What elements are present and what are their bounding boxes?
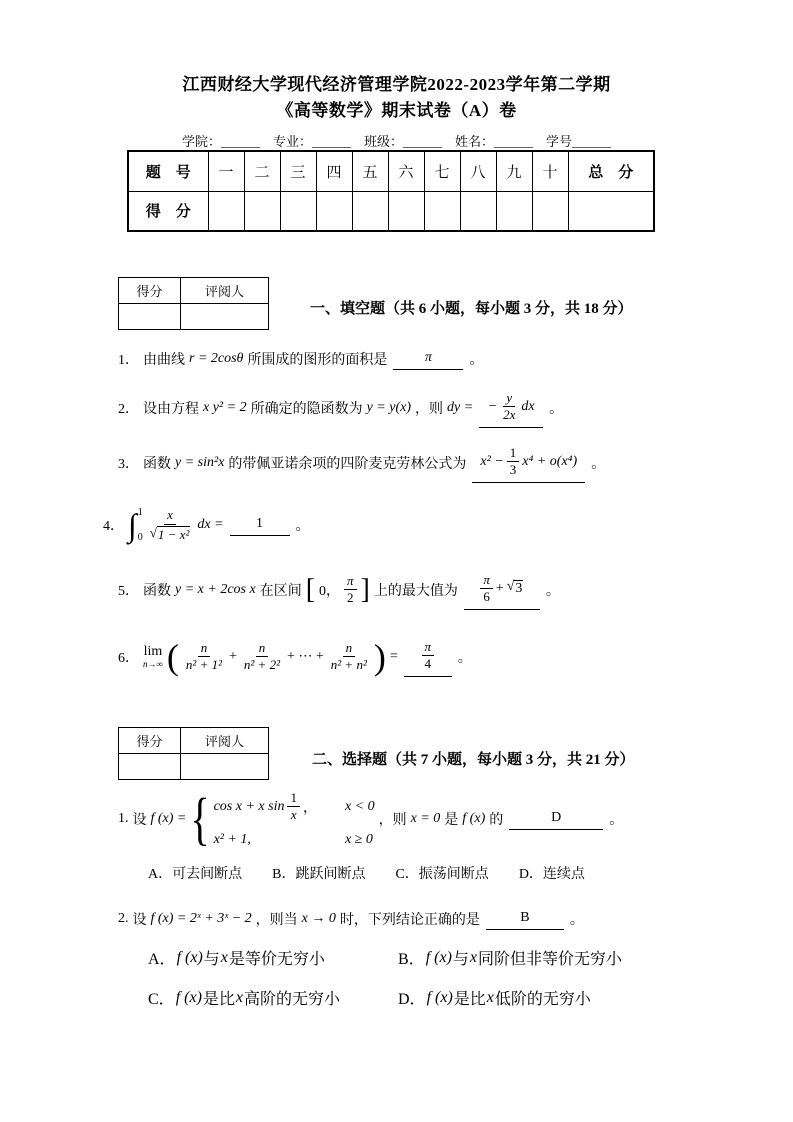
- option-a: [148, 946, 398, 969]
- sqrt-body: 1 − x²: [157, 526, 190, 542]
- option-math: x: [220, 948, 228, 966]
- answer-blank: [479, 388, 543, 428]
- choice-options-row: [148, 946, 648, 969]
- fraction-numerator: π: [480, 572, 493, 589]
- score-cell: [208, 191, 244, 231]
- fraction-numerator: 1: [287, 790, 300, 807]
- answer-dx: dx: [521, 398, 535, 414]
- left-paren-icon: (: [166, 636, 179, 677]
- fraction-numerator: 1: [507, 445, 520, 462]
- score-cell: [568, 191, 654, 231]
- option-math: x: [235, 988, 244, 1006]
- choice-options-row: [148, 863, 585, 883]
- fraction: [147, 507, 194, 543]
- question-fill-4: [103, 507, 310, 543]
- score-col-header: 五: [352, 151, 388, 191]
- option-label: B．: [398, 951, 425, 968]
- q-text: 在区间: [259, 583, 302, 599]
- q-number: 3．: [118, 456, 139, 472]
- fraction: [422, 639, 435, 673]
- option-label: C．: [148, 991, 175, 1008]
- fraction: [183, 640, 225, 674]
- q-number: 1．: [118, 353, 139, 368]
- answer-part: x² −: [480, 453, 504, 469]
- q-number: 4．: [103, 519, 124, 534]
- sqrt-icon: √: [149, 524, 157, 540]
- q-number: 1.: [118, 810, 129, 826]
- limit-lim: lim: [143, 644, 163, 660]
- answer-part: x⁴ + o(x⁴): [522, 453, 578, 469]
- case-condition: x ≥ 0: [344, 831, 373, 847]
- integral-icon: ∫: [128, 507, 137, 543]
- score-col-header: 九: [496, 151, 532, 191]
- fraction-numerator: n: [198, 640, 211, 657]
- fraction: [287, 790, 300, 824]
- q-end: 。: [469, 353, 484, 368]
- answer-value: 1: [256, 516, 264, 531]
- choice-options-row: [148, 986, 648, 1009]
- piecewise-cases: [214, 790, 375, 848]
- sqrt: [150, 526, 191, 543]
- q-text: 所围成的图形的面积是: [247, 353, 388, 368]
- score-cell: [316, 191, 352, 231]
- question-fill-3: [118, 443, 605, 483]
- question-fill-5: [118, 570, 560, 610]
- option-a: A．可去间断点: [148, 867, 243, 882]
- option-d: [398, 986, 648, 1009]
- option-b: B．跳跃间断点: [272, 867, 366, 882]
- limit: [143, 644, 163, 669]
- option-text: 与: [203, 951, 220, 968]
- option-math: f (x): [426, 988, 453, 1006]
- fraction: [241, 640, 283, 674]
- case-expression: x² + 1,: [213, 831, 251, 847]
- grader-score-cell: [119, 304, 181, 330]
- score-col-header: 六: [388, 151, 424, 191]
- option-c: C．振荡间断点: [395, 867, 489, 882]
- grader-reviewer-cell: [181, 304, 269, 330]
- q-end: 。: [591, 456, 606, 472]
- q-operator: + ⋯ +: [286, 649, 324, 665]
- option-math: x: [469, 948, 478, 966]
- q-formula: x y² = 2: [203, 399, 247, 415]
- option-label: D．: [398, 991, 426, 1008]
- grader-box-2: [118, 727, 269, 780]
- page-title: 江西财经大学现代经济管理学院2022-2023学年第二学期: [182, 75, 611, 94]
- integral: [128, 507, 143, 543]
- fraction: [344, 573, 357, 607]
- question-choice-1: [118, 785, 624, 851]
- sqrt: [507, 580, 524, 597]
- question-fill-2: [118, 388, 563, 428]
- option-text: 与: [452, 951, 469, 968]
- fraction-numerator: n: [256, 640, 269, 657]
- integral-upper: 1: [137, 507, 143, 518]
- q-formula: f (x) =: [150, 810, 187, 826]
- score-cell: [352, 191, 388, 231]
- q-text: 由曲线: [143, 353, 185, 368]
- option-text: 是等价无穷小: [228, 951, 325, 968]
- fraction-numerator: n: [343, 640, 356, 657]
- q-formula: r = 2cosθ: [189, 351, 244, 366]
- fraction-numerator: y: [503, 390, 515, 407]
- q-formula: f (x): [462, 810, 486, 826]
- q-number: 5．: [118, 583, 139, 599]
- q-formula: x → 0: [301, 911, 336, 926]
- fraction-denominator: 2x: [503, 407, 516, 423]
- score-col-header: 四: [316, 151, 352, 191]
- option-text: 高阶的无穷小: [244, 991, 341, 1008]
- option-text: 是比: [202, 991, 235, 1008]
- q-text: 上的最大值为: [373, 583, 458, 599]
- q-text: 设: [132, 812, 147, 828]
- left-bracket-icon: [: [305, 573, 316, 605]
- answer-blank: [472, 443, 585, 483]
- page-subtitle: 《高等数学》期末试卷（A）卷: [276, 101, 517, 120]
- fraction-numerator: π: [422, 639, 435, 656]
- answer-value: D: [551, 809, 562, 825]
- option-c: [148, 986, 398, 1009]
- q-text: 设由方程: [143, 401, 199, 417]
- q-number: 2.: [118, 911, 129, 926]
- q-text: ，则: [415, 401, 443, 417]
- q-number: 6．: [118, 650, 139, 666]
- score-cell: [496, 191, 532, 231]
- q-end: 。: [457, 650, 472, 666]
- fraction-denominator: n² + 1²: [185, 657, 222, 673]
- fraction-denominator: 4: [424, 656, 431, 672]
- q-formula: f (x) = 2ˣ + 3ˣ − 2: [150, 911, 252, 926]
- fraction: [507, 445, 520, 479]
- answer-plus: +: [495, 580, 504, 596]
- q-formula: x = 0: [410, 810, 441, 826]
- score-col-header: 总 分: [568, 151, 654, 191]
- answer-blank: [509, 808, 603, 830]
- q-text: 的: [489, 812, 504, 828]
- fraction-denominator: [147, 525, 194, 543]
- right-bracket-icon: ]: [360, 573, 370, 605]
- score-cell: [388, 191, 424, 231]
- fraction-denominator: 3: [509, 462, 517, 478]
- q-end: 。: [569, 913, 584, 928]
- right-paren-icon: ): [373, 636, 386, 677]
- q-number: 2．: [118, 401, 139, 417]
- grader-reviewer-label: 评阅人: [181, 278, 269, 304]
- score-col-header: 十: [532, 151, 568, 191]
- option-d: D．连续点: [518, 867, 585, 882]
- q-text: 是: [444, 812, 459, 828]
- q-operator: =: [389, 648, 398, 664]
- answer-minus: −: [487, 398, 498, 414]
- q-formula: y = sin²x: [175, 454, 225, 470]
- option-b: [398, 946, 648, 969]
- fraction-denominator: n² + 2²: [243, 657, 280, 673]
- question-choice-2: [118, 908, 584, 930]
- answer-value: B: [520, 910, 530, 925]
- q-operator: +: [229, 648, 237, 664]
- case-condition: x < 0: [344, 798, 375, 814]
- grader-score-label: 得分: [119, 278, 181, 304]
- q-text: 函数: [143, 456, 171, 472]
- answer-blank: [464, 570, 540, 610]
- q-text: 时，下列结论正确的是: [339, 913, 480, 928]
- q-text: 设: [132, 913, 147, 928]
- q-text: 的带佩亚诺余项的四阶麦克劳林公式为: [228, 456, 467, 472]
- fraction: [500, 390, 518, 424]
- option-math: f (x): [176, 948, 203, 966]
- option-text: 同阶但非等价无穷小: [478, 951, 623, 968]
- answer-blank: [393, 348, 463, 370]
- q-end: 。: [609, 812, 624, 828]
- score-col-header: 三: [280, 151, 316, 191]
- score-col-header: 八: [460, 151, 496, 191]
- option-label: A．: [148, 951, 176, 968]
- q-text: ，则当: [255, 913, 298, 928]
- score-table-header-row: [128, 151, 654, 191]
- q-formula: dy =: [447, 399, 474, 415]
- question-fill-1: [118, 348, 483, 370]
- q-formula: y = y(x): [366, 399, 411, 415]
- grader-box-1: [118, 277, 269, 330]
- sqrt-body: 3: [515, 581, 523, 597]
- grader-score-label: 得分: [119, 728, 181, 754]
- option-text: 低阶的无穷小: [494, 991, 591, 1008]
- answer-value: π: [424, 350, 432, 365]
- question-fill-6: [118, 637, 472, 677]
- q-text: ，则: [378, 812, 407, 828]
- section1-heading: 一、填空题（共 6 小题，每小题 3 分，共 18 分）: [310, 301, 633, 317]
- q-text: 所确定的隐函数为: [250, 401, 363, 417]
- grader-score-cell: [119, 754, 181, 780]
- option-math: f (x): [425, 948, 452, 966]
- answer-blank: [486, 908, 564, 930]
- option-math: f (x): [175, 988, 202, 1006]
- fraction-numerator: x: [164, 507, 176, 524]
- answer-blank: [230, 514, 290, 536]
- fraction-denominator: n² + n²: [330, 657, 367, 673]
- score-cell: [460, 191, 496, 231]
- score-table-score-row: [128, 191, 654, 231]
- score-cell: [424, 191, 460, 231]
- answer-blank: [404, 637, 452, 677]
- fraction-denominator: 2: [347, 590, 354, 606]
- q-end: 。: [549, 401, 564, 417]
- score-col-header: 一: [208, 151, 244, 191]
- score-cell: [532, 191, 568, 231]
- score-col-header: 题 号: [128, 151, 208, 191]
- q-formula: y = x + 2cos x: [175, 581, 256, 597]
- grader-reviewer-label: 评阅人: [181, 728, 269, 754]
- fraction: [328, 640, 370, 674]
- case-expr-text: cos x + x sin: [213, 798, 285, 814]
- fraction-denominator: x: [290, 807, 297, 823]
- student-info-line: 学院：______ 专业：______ 班级：______ 姓名：______ 学号______: [181, 134, 611, 149]
- option-math: x: [486, 988, 494, 1006]
- fraction-denominator: 6: [483, 589, 490, 605]
- fraction-numerator: π: [344, 573, 357, 590]
- left-brace-icon: {: [190, 785, 210, 851]
- section2-heading: 二、选择题（共 7 小题，每小题 3 分，共 21 分）: [312, 752, 635, 768]
- case-comma: ，: [302, 800, 317, 816]
- integral-limits: [138, 507, 143, 543]
- q-formula: dx =: [197, 517, 224, 532]
- fraction: [480, 572, 493, 606]
- score-table: [127, 150, 655, 232]
- score-col-header: 七: [424, 151, 460, 191]
- q-text: 函数: [143, 583, 171, 599]
- limit-sub: n→∞: [143, 658, 163, 669]
- case-expression: [214, 790, 317, 824]
- sqrt-icon: √: [506, 579, 515, 595]
- option-text: 是比: [453, 991, 486, 1008]
- integral-lower: 0: [137, 532, 143, 543]
- interval-start: 0，: [319, 583, 341, 599]
- grader-reviewer-cell: [181, 754, 269, 780]
- score-row-label: 得 分: [128, 191, 208, 231]
- score-cell: [244, 191, 280, 231]
- score-col-header: 二: [244, 151, 280, 191]
- score-cell: [280, 191, 316, 231]
- q-end: 。: [545, 583, 560, 599]
- q-end: 。: [295, 519, 310, 534]
